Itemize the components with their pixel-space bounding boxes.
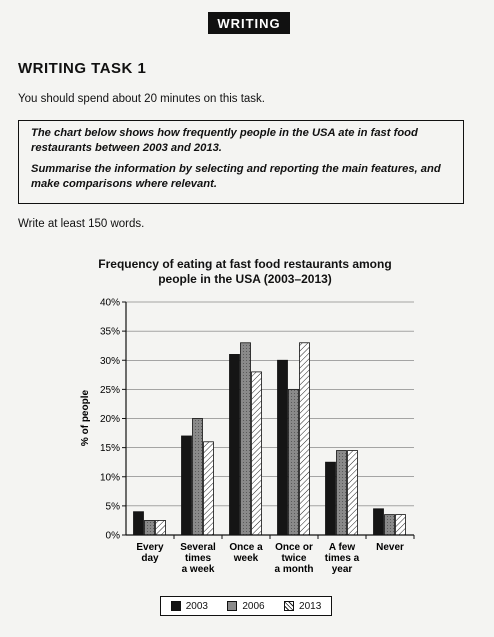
y-tick-label: 35% bbox=[99, 326, 120, 338]
x-tick-label: Once a bbox=[229, 542, 263, 553]
legend-item-2013 bbox=[284, 601, 321, 612]
x-tick-label: times bbox=[184, 553, 212, 564]
chart-legend bbox=[160, 596, 332, 616]
bar-2013-5 bbox=[396, 515, 406, 535]
bar-2006-5 bbox=[385, 515, 395, 535]
legend-item-2006 bbox=[227, 601, 264, 612]
task-prompt-description: The chart below shows how frequently people in the USA ate in fast food restaurants between 2003 and 2013. bbox=[31, 127, 418, 154]
x-tick-label: year bbox=[331, 564, 353, 575]
legend-label-2006: 2006 bbox=[242, 600, 265, 612]
y-tick-label: 40% bbox=[99, 297, 120, 309]
x-tick-label: A few bbox=[328, 542, 356, 553]
legend-swatch-2003 bbox=[171, 601, 181, 611]
bar-2006-0 bbox=[145, 520, 155, 535]
word-count-instruction: Write at least 150 words. bbox=[18, 218, 145, 230]
x-tick-label: twice bbox=[281, 553, 307, 564]
bar-2003-5 bbox=[374, 509, 384, 535]
time-instruction: You should spend about 20 minutes on this task. bbox=[18, 93, 265, 105]
bar-2013-2 bbox=[252, 372, 262, 535]
y-tick-label: 20% bbox=[99, 414, 120, 425]
x-tick-label: a month bbox=[274, 564, 314, 575]
legend-label-2013: 2013 bbox=[299, 600, 322, 612]
x-tick-label: times a bbox=[324, 553, 360, 564]
legend-swatch-2006 bbox=[227, 601, 237, 611]
bar-2003-0 bbox=[134, 512, 144, 535]
task-prompt-instruction: Summarise the information by selecting and reporting the main features, and make comparisons where relevant. bbox=[31, 163, 441, 190]
chart-title-line-1: Frequency of eating at fast food restaurants among bbox=[98, 257, 392, 271]
bar-2013-1 bbox=[204, 442, 214, 535]
bar-2003-3 bbox=[278, 360, 288, 535]
y-tick-label: 10% bbox=[99, 472, 120, 484]
bar-2013-0 bbox=[156, 520, 166, 535]
chart-title-line-2: people in the USA (2003–2013) bbox=[158, 272, 332, 286]
section-banner: WRITING bbox=[208, 12, 290, 34]
x-tick-label: Once or bbox=[275, 542, 313, 553]
y-tick-label: 25% bbox=[99, 384, 120, 396]
y-tick-label: 5% bbox=[105, 501, 120, 513]
bar-2003-1 bbox=[182, 436, 192, 535]
x-tick-label: Several bbox=[180, 542, 216, 553]
x-tick-label: week bbox=[233, 553, 259, 564]
x-tick-label: day bbox=[141, 553, 159, 564]
bar-2006-3 bbox=[289, 389, 299, 535]
x-tick-label: Every bbox=[136, 542, 164, 553]
y-tick-label: 0% bbox=[105, 530, 120, 542]
legend-label-2003: 2003 bbox=[185, 600, 208, 612]
task-title: WRITING TASK 1 bbox=[18, 60, 147, 77]
bar-2006-4 bbox=[337, 451, 347, 535]
legend-swatch-2013 bbox=[284, 601, 294, 611]
x-tick-label: Never bbox=[376, 542, 404, 553]
bar-2013-3 bbox=[300, 343, 310, 535]
bar-2006-2 bbox=[241, 343, 251, 535]
legend-item-2003 bbox=[171, 601, 208, 612]
x-tick-label: a week bbox=[181, 564, 215, 575]
y-tick-label: 15% bbox=[99, 443, 120, 455]
y-axis-label: % of people bbox=[80, 389, 91, 447]
bar-2003-4 bbox=[326, 462, 336, 535]
bar-2006-1 bbox=[193, 419, 203, 536]
bar-2013-4 bbox=[348, 451, 358, 535]
y-tick-label: 30% bbox=[99, 355, 120, 367]
bar-2003-2 bbox=[230, 354, 240, 535]
